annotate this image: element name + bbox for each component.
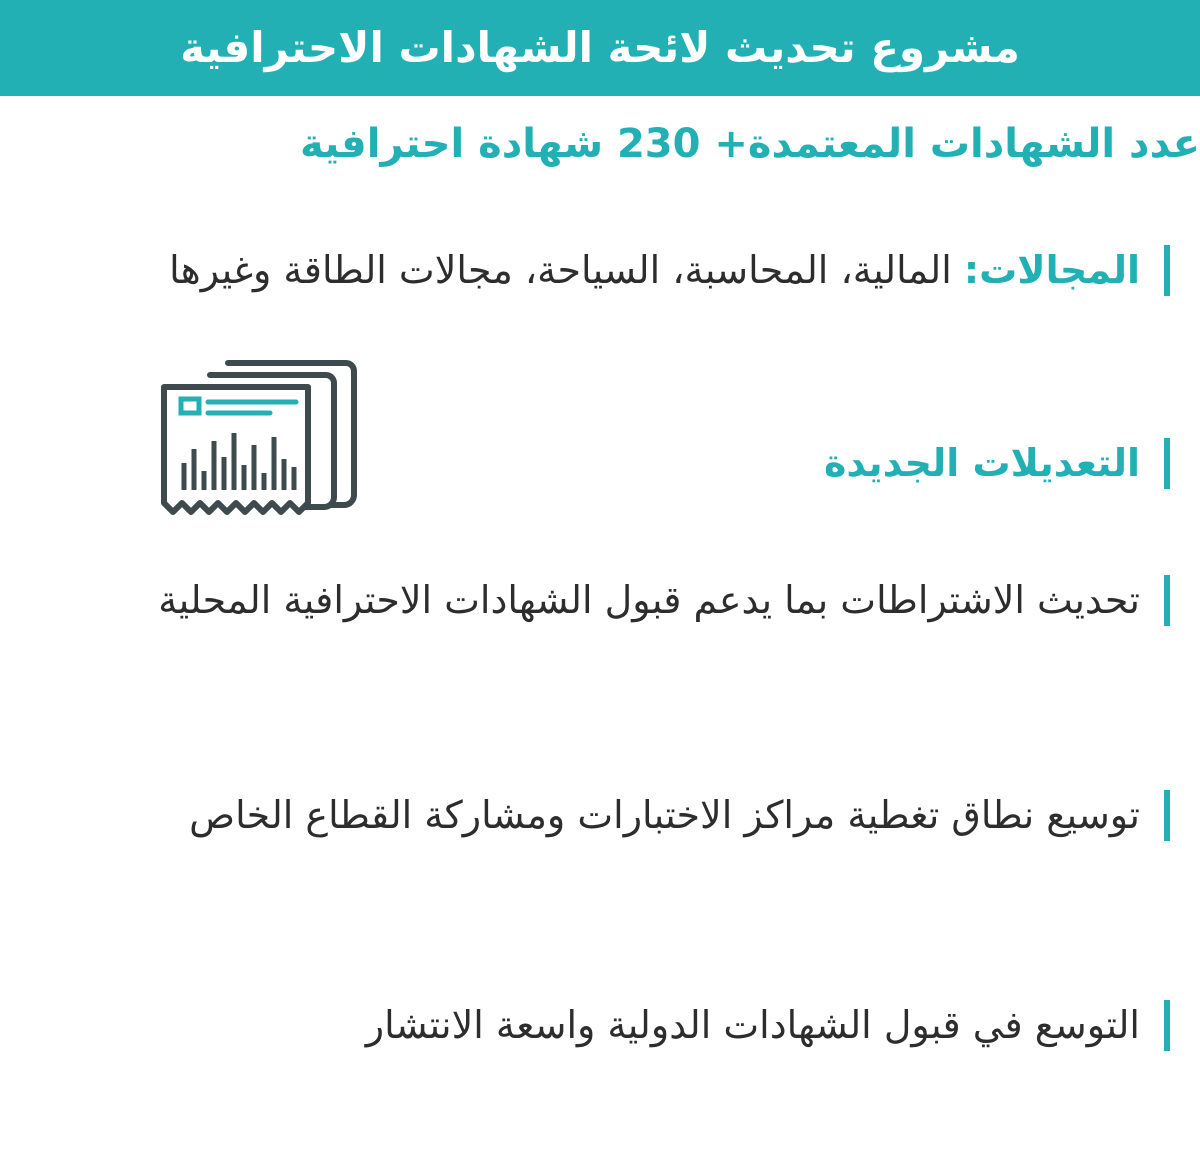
page-title: مشروع تحديث لائحة الشهادات الاحترافية bbox=[180, 22, 1020, 72]
fields-block bbox=[40, 245, 1170, 296]
fields-value: المالية، المحاسبة، السياحة، مجالات الطاقة وغيرها bbox=[169, 248, 964, 292]
document-report-icon bbox=[150, 345, 410, 535]
certificate-count bbox=[40, 120, 1200, 168]
amendment-item-3 bbox=[40, 1000, 1170, 1051]
amendment-item-2 bbox=[40, 790, 1170, 841]
header-accent-strip bbox=[0, 0, 14, 96]
amendment-item-1-text: تحديث الاشتراطات بما يدعم قبول الشهادات الاحترافية المحلية bbox=[158, 578, 1140, 622]
page-header bbox=[0, 0, 1200, 96]
fields-text bbox=[40, 245, 1140, 296]
amendment-item-3-text: التوسع في قبول الشهادات الدولية واسعة الانتشار bbox=[365, 1003, 1140, 1047]
certificate-count-text: عدد الشهادات المعتمدة+ 230 شهادة احترافية bbox=[299, 121, 1200, 167]
new-amendments-heading: التعديلات الجديدة bbox=[823, 441, 1140, 485]
amendment-item-1 bbox=[40, 575, 1170, 626]
fields-label: المجالات: bbox=[963, 248, 1140, 292]
amendment-item-2-text: توسيع نطاق تغطية مراكز الاختبارات ومشاركة القطاع الخاص bbox=[189, 793, 1140, 837]
